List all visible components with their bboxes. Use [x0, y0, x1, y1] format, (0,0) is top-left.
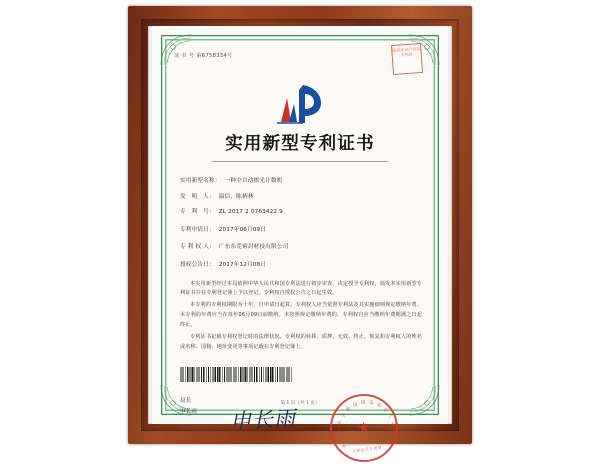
- seal-ring-text: 中 华 人 民 共 和 国 国 家 知 识 产 权 局: [336, 400, 398, 451]
- legal-paragraph: 本实用新型经过本局依照中华人民共和国专利法进行初步审查，决定授予专利权，颁发本实用新型专利证书并在专利登记簿上予以登记。专利权自授权公告之日起生效。: [180, 280, 422, 297]
- cnipa-emblem: [174, 82, 426, 128]
- field-row-patentee: [180, 242, 426, 250]
- field-row-utility-model-name: [180, 176, 426, 184]
- page-title: 实用新型专利证书: [225, 134, 375, 154]
- field-key: 发 明 人：: [180, 193, 215, 200]
- field-key: 专利申请日：: [180, 226, 215, 233]
- field-list: [174, 176, 426, 268]
- seal-star-icon: ★: [356, 417, 372, 438]
- field-key: 专 利 号：: [180, 209, 215, 215]
- field-value: 一种全自动擦光计数机: [224, 178, 283, 184]
- legal-text: [174, 280, 426, 353]
- field-value: 温信、陈柄林: [218, 193, 254, 200]
- field-row-inventor: [180, 192, 426, 200]
- page-footer: 第 1 页（共 1 页）: [280, 401, 320, 406]
- director-name: 申长雨: [180, 408, 197, 415]
- field-value: ZL 2017 2 0763422.9: [218, 209, 283, 215]
- field-value: 2017年12月08日: [218, 261, 267, 268]
- office-stamp-icon: 国家知识产权局专利局: [391, 43, 423, 75]
- field-value: 2017年06月09日: [218, 226, 267, 233]
- title-divider: [212, 161, 388, 162]
- field-row-grant-date: [180, 260, 426, 268]
- handwritten-signature: 申长雨: [229, 406, 297, 434]
- patent-certificate: [152, 26, 448, 454]
- emblem-icon: [273, 82, 327, 126]
- field-key: 实用新型名称：: [180, 178, 221, 184]
- field-key: 授权公告日：: [180, 261, 215, 268]
- seal-bottom-text: 专利证书专用章: [351, 444, 383, 454]
- field-key: 专 利 权 人：: [180, 244, 215, 250]
- certificate-header-row: [174, 44, 426, 88]
- field-row-patent-number: [180, 207, 426, 215]
- field-value: 广东东莞密封材技有限公司: [218, 244, 289, 250]
- director-title: 局长: [180, 397, 192, 404]
- barcode: [180, 367, 292, 382]
- legal-paragraph: 本专利的专利权期限为十年，自申请日起算。专利权人应当依照专利法及其实施细则规定缴纳年费。本专利的年费应当在每年06月09日前缴纳。未按照规定缴纳年费的，专利权自应当缴纳年费期满之日起终止。: [180, 302, 422, 329]
- legal-paragraph: 专利证书记载专利权登记时的法律状况。专利权的转移、质押、无效、终止、恢复和专利权人的姓名或名称、国籍、地址变更等事项记载在专利登记簿上。: [180, 334, 422, 351]
- certificate-number: 证 书 号 第6758334号: [174, 53, 233, 59]
- field-row-application-date: [180, 225, 426, 233]
